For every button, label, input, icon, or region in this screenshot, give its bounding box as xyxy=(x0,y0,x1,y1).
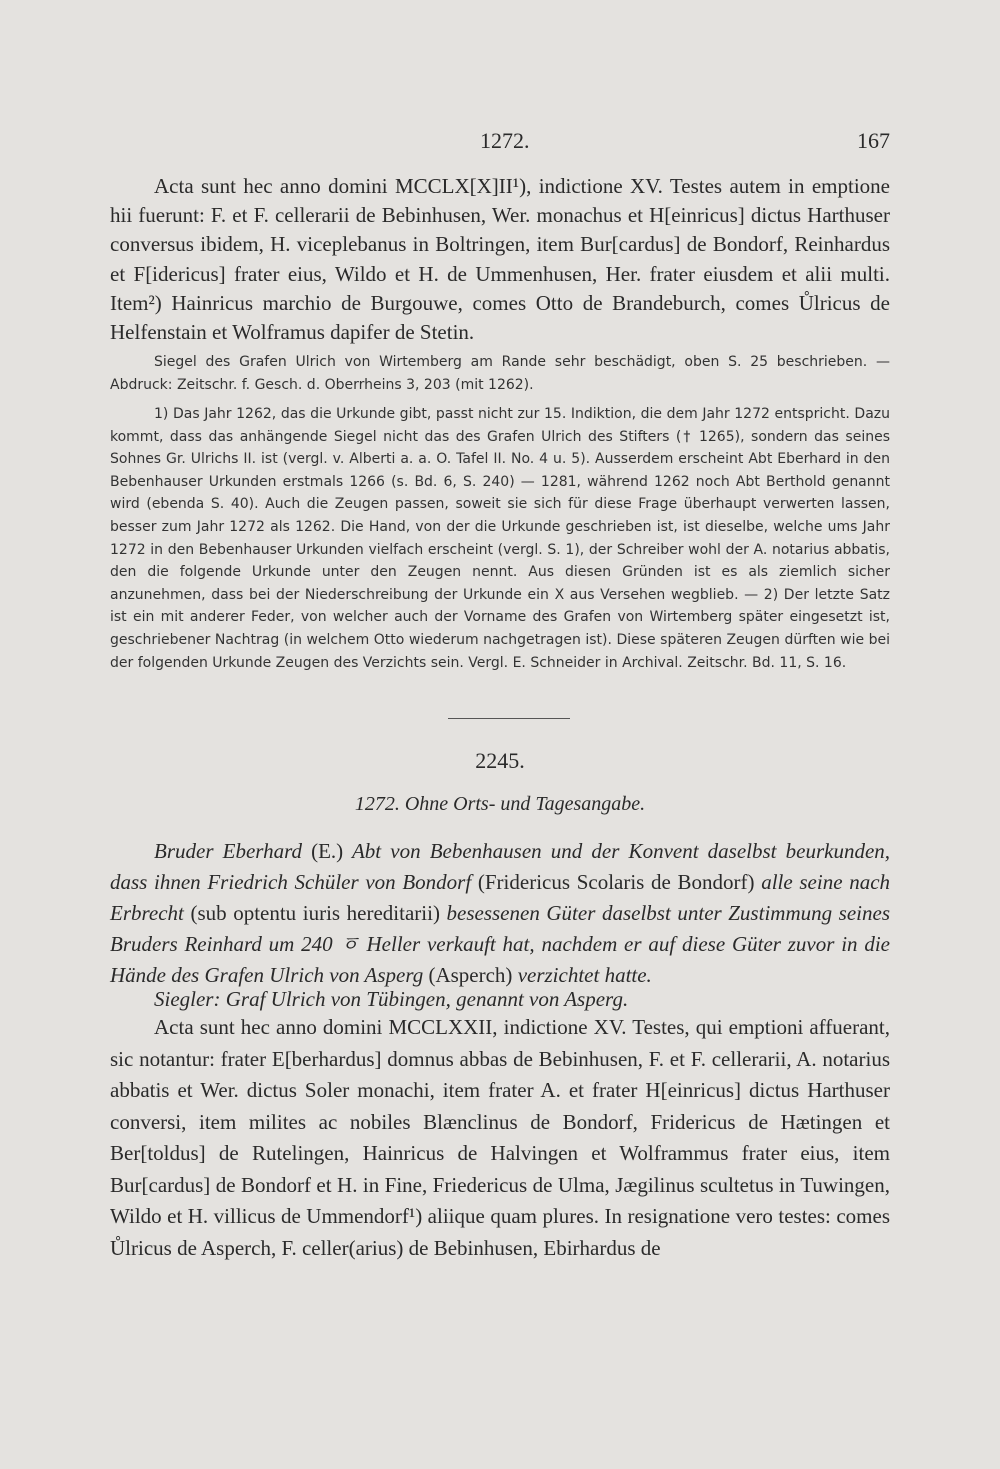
charter-paragraph-1: Acta sunt hec anno domini MCCLX[X]II¹), indictione XV. Testes autem in emptione hii fuerunt: F. et F. cellerarii de Bebinhusen, Wer. monachus et H[einricus] dictus Harthuser conversus ibidem, H. viceplebanus in Boltringen, item Bur[cardus] de Bondorf, Reinhardus et F[idericus] frater eius, Wildo et H. de Ummenhusen, Her. frater eiusdem et alii multi. Item²) Hainricus marchio de Burgouwe, comes Otto de Brandeburch, comes Ůlricus de Helfenstain et Wolframus dapifer de Stetin. xyxy=(110,174,890,345)
regest-paragraph xyxy=(110,836,890,991)
page-number: 167 xyxy=(857,128,890,153)
regest-part: Bruder Eberhard xyxy=(154,839,302,863)
charter-paragraph-2: Acta sunt hec anno domini MCCLXXII, indictione XV. Testes, qui emptioni affuerant, sic notantur: frater E[berhardus] domnus abbas de Bebinhusen, F. et F. cellerarii, A. notarius abbatis et Wer. dictus Soler monachi, item frater A. et frater H[einricus] dictus Harthuser conversi, item milites ac nobiles Blænclinus de Bondorf, Fridericus de Hætingen et Ber[toldus] de Rutelingen, Hainricus de Halvingen et Wolframmus frater eius, item Bur[cardus] de Bondorf et H. in Fine, Friedericus de Ulma, Jægilinus scultetus in Tuwingen, Wildo et H. villicus de Ummendorf¹) aliique quam plures. In resignatione vero testes: comes Ůlricus de Asperch, F. celler(arius) de Bebinhusen, Ebirhardus de xyxy=(110,1015,890,1260)
regest-part: (E.) xyxy=(311,839,344,863)
section-divider xyxy=(448,718,570,719)
regest-part: Abt von Bebenhausen und der Konvent daselbst beurkunden, dass ihnen Friedrich Schüler von Bondorf xyxy=(110,839,891,894)
regest-summary xyxy=(110,836,890,991)
footnotes xyxy=(110,403,890,674)
document-number: 2245. xyxy=(475,748,525,773)
charter-text-paragraph xyxy=(110,172,890,347)
seal-note-text: Siegel des Grafen Ulrich von Wirtemberg am Rande sehr beschädigt, oben S. 25 beschrieben. — Abdruck: Zeitschr. f. Gesch. d. Oberrheins 3, 203 (mit 1262). xyxy=(110,354,890,393)
dateline: 1272. Ohne Orts- und Tagesangabe. xyxy=(354,793,646,815)
regest-part: (sub optentu iuris hereditarii) xyxy=(190,901,440,925)
footnotes-text: 1) Das Jahr 1262, das die Urkunde gibt, passt nicht zur 15. Indiktion, die dem Jahr 1272 entspricht. Dazu kommt, dass das anhängende Siegel nicht das des Grafen Ulrich des Stifters († 1265), sondern das seines Sohnes Gr. Ulrichs II. ist (vergl. v. Alberti a. a. O. Tafel II. No. 4 u. 5). Ausserdem erscheint Abt Eberhard in den Bebenhauser Urkunden erstmals 1266 (s. Bd. 6, S. 240) — 1281, während 1262 noch Abt Berthold genannt wird (ebenda S. 40). Auch die Zeugen passen, soweit sie sich für diese Frage überhaupt verwerten lassen, besser zum Jahr 1272 als 1262. Die Hand, von der die Urkunde geschrieben ist, ist dieselbe, welche ums Jahr 1272 in den Bebenhauser Urkunden vielfach erscheint (vergl. S. 1), der Schreiber wohl der A. notarius abbatis, den die folgende Urkunde unter den Zeugen nennt. Aus diesen Gründen ist es als ziemlich sicher anzunehmen, dass bei der Niederschreibung der Urkunde ein X aus Versehen wegblieb. — 2) Der letzte Satz ist ein mit anderer Feder, von welcher auch der Vorname des Grafen von Wirtemberg später eingesetzt ist, geschriebener Nachtrag (in welchem Otto wiederum nachgetragen ist). Diese späteren Zeugen dürften wie bei der folgenden Urkunde Zeugen des Verzichts sein. Vergl. E. Schneider in Archival. Zeitschr. Bd. 11, S. 16. xyxy=(110,406,890,671)
running-header xyxy=(110,128,890,158)
seal-note xyxy=(110,351,890,396)
regest-part: (Asperch) xyxy=(428,963,513,987)
sealer-line: Siegler: Graf Ulrich von Tübingen, genannt von Asperg. xyxy=(154,987,629,1011)
header-year: 1272. xyxy=(480,128,530,153)
regest-part: alle seine nach Erbrecht xyxy=(110,870,891,925)
regest-part: besessenen Güter daselbst unter Zustimmung seines Bruders Reinhard um 240 ㆆ Heller verkauft hat, nachdem er auf diese Güter zuvor in die Hände des Grafen Ulrich von Asperg xyxy=(110,901,890,987)
charter-text-paragraph xyxy=(110,1012,890,1264)
regest-part: (Fridericus Scolaris de Bondorf) xyxy=(477,870,755,894)
regest-part: verzichtet hatte. xyxy=(517,963,652,987)
